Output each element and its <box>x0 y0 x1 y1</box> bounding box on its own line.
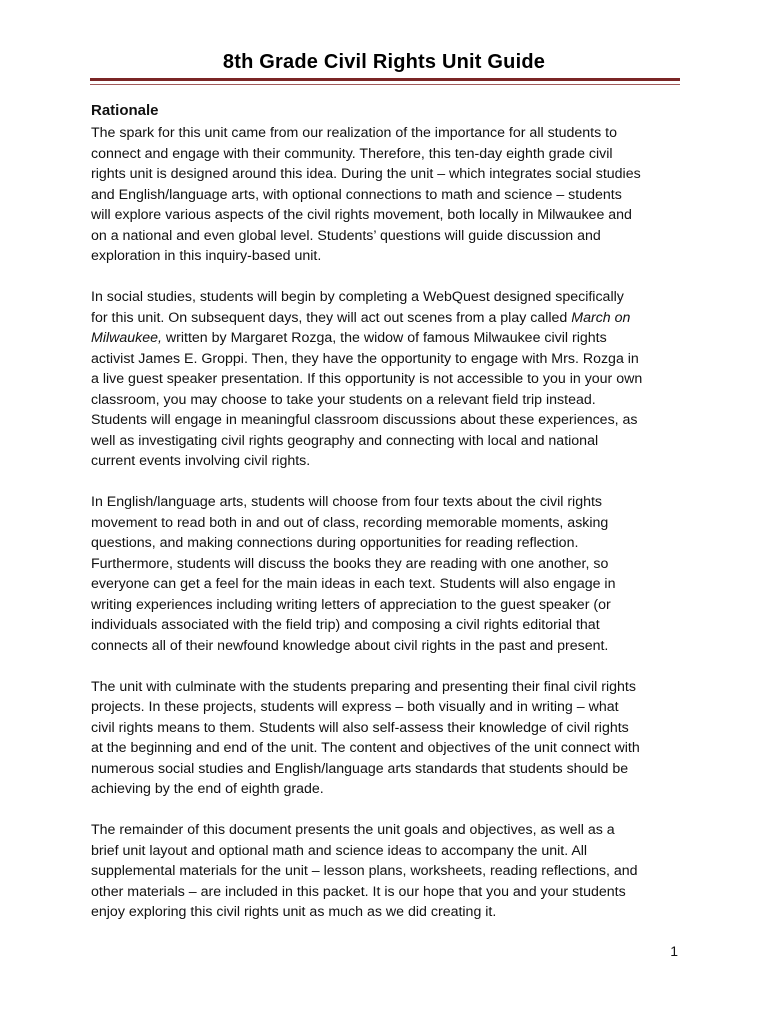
text-line: current events involving civil rights. <box>91 453 311 469</box>
text-line: individuals associated with the field trip) and composing a civil rights editorial that <box>91 617 600 633</box>
text-line: connects all of their newfound knowledge about civil rights in the past and present. <box>91 637 609 654</box>
play-title-italic: March on <box>571 309 631 326</box>
text-line: In English/language arts, students will choose from four texts about the civil rights <box>91 494 603 510</box>
play-title-italic: Milwaukee, <box>91 330 162 346</box>
paragraph-2 <box>91 287 691 472</box>
section-heading-rationale: Rationale <box>91 102 159 119</box>
paragraph-3 <box>91 492 691 656</box>
text-line: enjoy exploring this civil rights unit as much as we did creating it. <box>91 904 497 920</box>
text-line: The spark for this unit came from our realization of the importance for all students to <box>91 125 617 141</box>
page-number: 1 <box>670 943 678 959</box>
paragraph-1 <box>91 123 691 267</box>
text-line: achieving by the end of eighth grade. <box>91 781 324 797</box>
text-line: at the beginning and end of the unit. The content and objectives of the unit connect with <box>91 740 640 756</box>
text-line: supplemental materials for the unit – lesson plans, worksheets, reading reflections, and <box>91 863 638 879</box>
paragraph-5 <box>91 820 691 923</box>
text-line: projects. In these projects, students will express – both visually and in writing – what <box>91 699 619 715</box>
document-title: 8th Grade Civil Rights Unit Guide <box>222 51 546 73</box>
text-line: Furthermore, students will discuss the books they are reading with one another, so <box>91 555 609 572</box>
text-line: rights unit is designed around this idea. During the unit – which integrates social studies <box>91 166 641 182</box>
text-line: everyone can get a feel for the main ideas in each text. Students will also engage in <box>91 576 616 592</box>
text-line: and English/language arts, with optional connections to math and science – students <box>91 186 622 203</box>
text-line: brief unit layout and optional math and science ideas to accompany the unit. All <box>91 842 588 859</box>
text-line: a live guest speaker presentation. If this opportunity is not accessible to you in your own <box>91 371 643 387</box>
text-segment: written by Margaret Rozga, the widow of famous Milwaukee civil rights <box>161 330 607 346</box>
text-line: will explore various aspects of the civil rights movement, both locally in Milwaukee and <box>91 207 632 223</box>
text-line: civil rights means to them. Students will also self-assess their knowledge of civil rights <box>91 719 629 736</box>
text-line: The unit with culminate with the students preparing and presenting their final civil rights <box>91 678 636 695</box>
text-line <box>91 328 691 349</box>
title-rule-thick <box>90 78 680 81</box>
text-line: movement to read both in and out of class, recording memorable moments, asking <box>91 514 609 531</box>
text-line: Students will engage in meaningful classroom discussions about these experiences, as <box>91 412 638 428</box>
text-line: on a national and even global level. Students’ questions will guide discussion and <box>91 227 601 244</box>
text-line: writing experiences including writing letters of appreciation to the guest speaker (or <box>91 596 611 613</box>
text-line: exploration in this inquiry-based unit. <box>91 248 322 264</box>
text-line <box>91 308 691 329</box>
document-body <box>91 101 691 943</box>
text-line: In social studies, students will begin by completing a WebQuest designed specifically <box>91 289 624 305</box>
text-line: classroom, you may choose to take your students on a relevant field trip instead. <box>91 391 596 408</box>
text-line: The remainder of this document presents the unit goals and objectives, as well as a <box>91 822 615 838</box>
text-line: numerous social studies and English/language arts standards that students should be <box>91 760 629 777</box>
text-line: activist James E. Groppi. Then, they have the opportunity to engage with Mrs. Rozga in <box>91 350 639 367</box>
title-rule-thin <box>90 84 680 85</box>
paragraph-4 <box>91 677 691 800</box>
text-segment: for this unit. On subsequent days, they will act out scenes from a play called <box>91 309 572 326</box>
text-line: other materials – are included in this packet. It is our hope that you and your students <box>91 883 626 900</box>
text-line: connect and engage with their community. Therefore, this ten-day eighth grade civil <box>91 145 613 162</box>
text-line: questions, and making connections during opportunities for reading reflection. <box>91 535 579 551</box>
text-line: well as investigating civil rights geography and connecting with local and national <box>91 432 599 449</box>
